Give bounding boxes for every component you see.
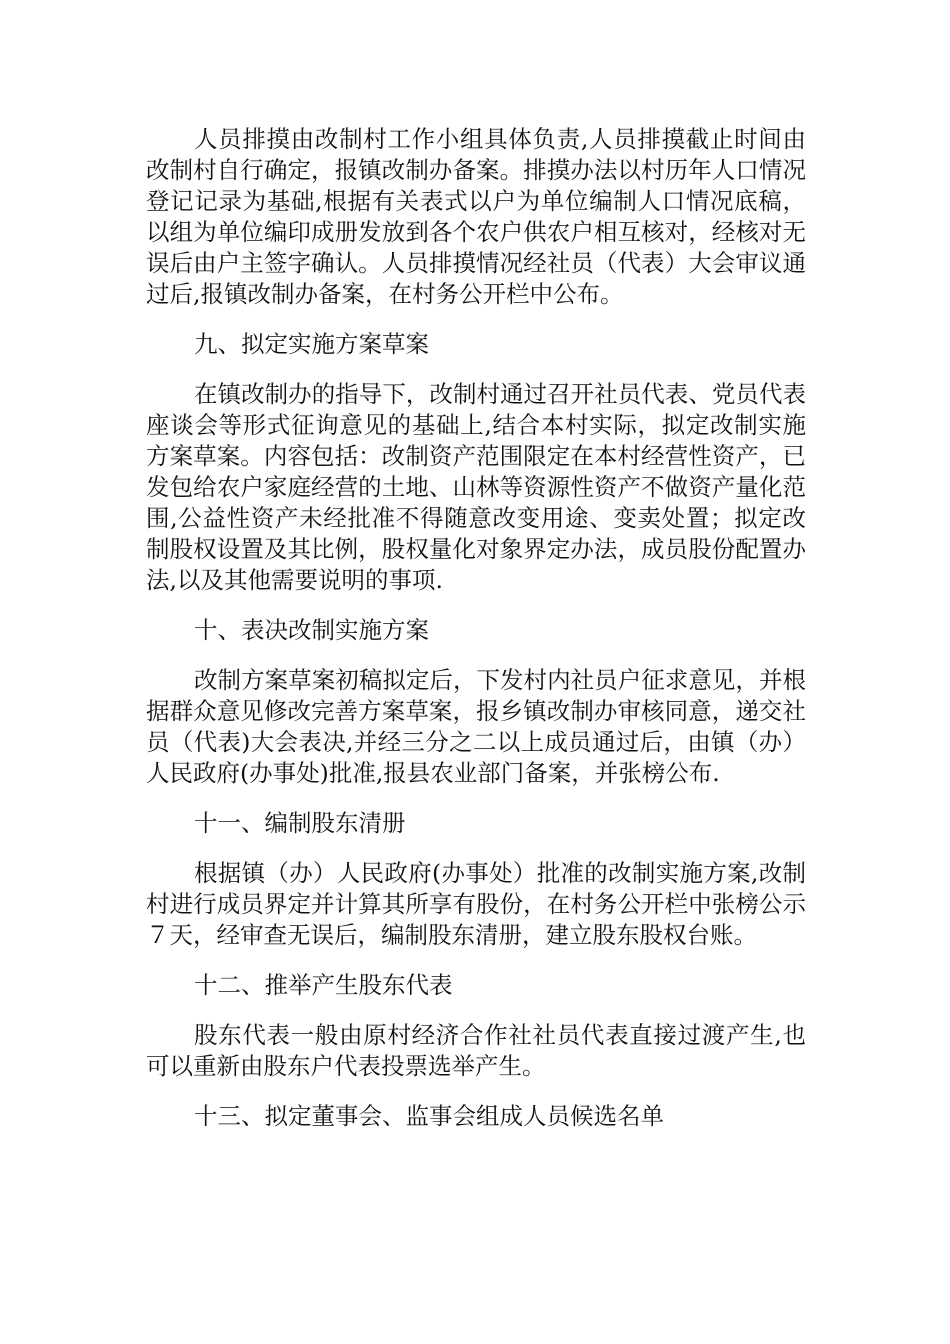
document-body	[146, 124, 806, 1151]
paragraph-shareholder-register: 根据镇（办）人民政府(办事处）批准的改制实施方案,改制村进行成员界定并计算其所享有股份，在村务公开栏中张榜公示７天，经审查无误后，编制股东清册，建立股东股权台账。	[146, 859, 806, 949]
heading-vote-plan: 十、表决改制实施方案	[194, 616, 429, 644]
heading-shareholder-representatives: 十二、推举产生股东代表	[194, 971, 453, 999]
paragraph-draft-plan: 在镇改制办的指导下，改制村通过召开社员代表、党员代表座谈会等形式征询意见的基础上,结合本村实际，拟定改制实施方案草案。内容包括：改制资产范围限定在本村经营性资产，已发包给农户家庭经营的土地、山林等资源性资产不做资产量化范围,公益性资产未经批准不得随意改变用途、变卖处置；拟定改制股权设置及其比例，股权量化对象界定办法，成员股份配置办法,以及其他需要说明的事项.	[146, 380, 806, 594]
paragraph-shareholder-representatives: 股东代表一般由原村经济合作社社员代表直接过渡产生,也可以重新由股东户代表投票选举产生。	[146, 1021, 806, 1080]
paragraph-personnel-survey: 人员排摸由改制村工作小组具体负责,人员排摸截止时间由改制村自行确定，报镇改制办备案。排摸办法以村历年人口情况登记记录为基础,根据有关表式以户为单位编制人口情况底稿，以组为单位编印成册发放到各个农户供农户相互核对，经核对无误后由户主签字确认。人员排摸情况经社员（代表）大会审议通过后,报镇改制办备案，在村务公开栏中公布。	[146, 125, 806, 308]
heading-draft-plan: 九、拟定实施方案草案	[194, 330, 429, 358]
paragraph-vote-plan: 改制方案草案初稿拟定后，下发村内社员户征求意见，并根据群众意见修改完善方案草案，报乡镇改制办审核同意，递交社员（代表)大会表决,并经三分之二以上成员通过后，由镇（办）人民政府(办事处)批准,报县农业部门备案，并张榜公布.	[146, 666, 806, 787]
heading-shareholder-register: 十一、编制股东清册	[194, 809, 406, 837]
heading-board-candidates: 十三、拟定董事会、监事会组成人员候选名单	[194, 1102, 664, 1130]
